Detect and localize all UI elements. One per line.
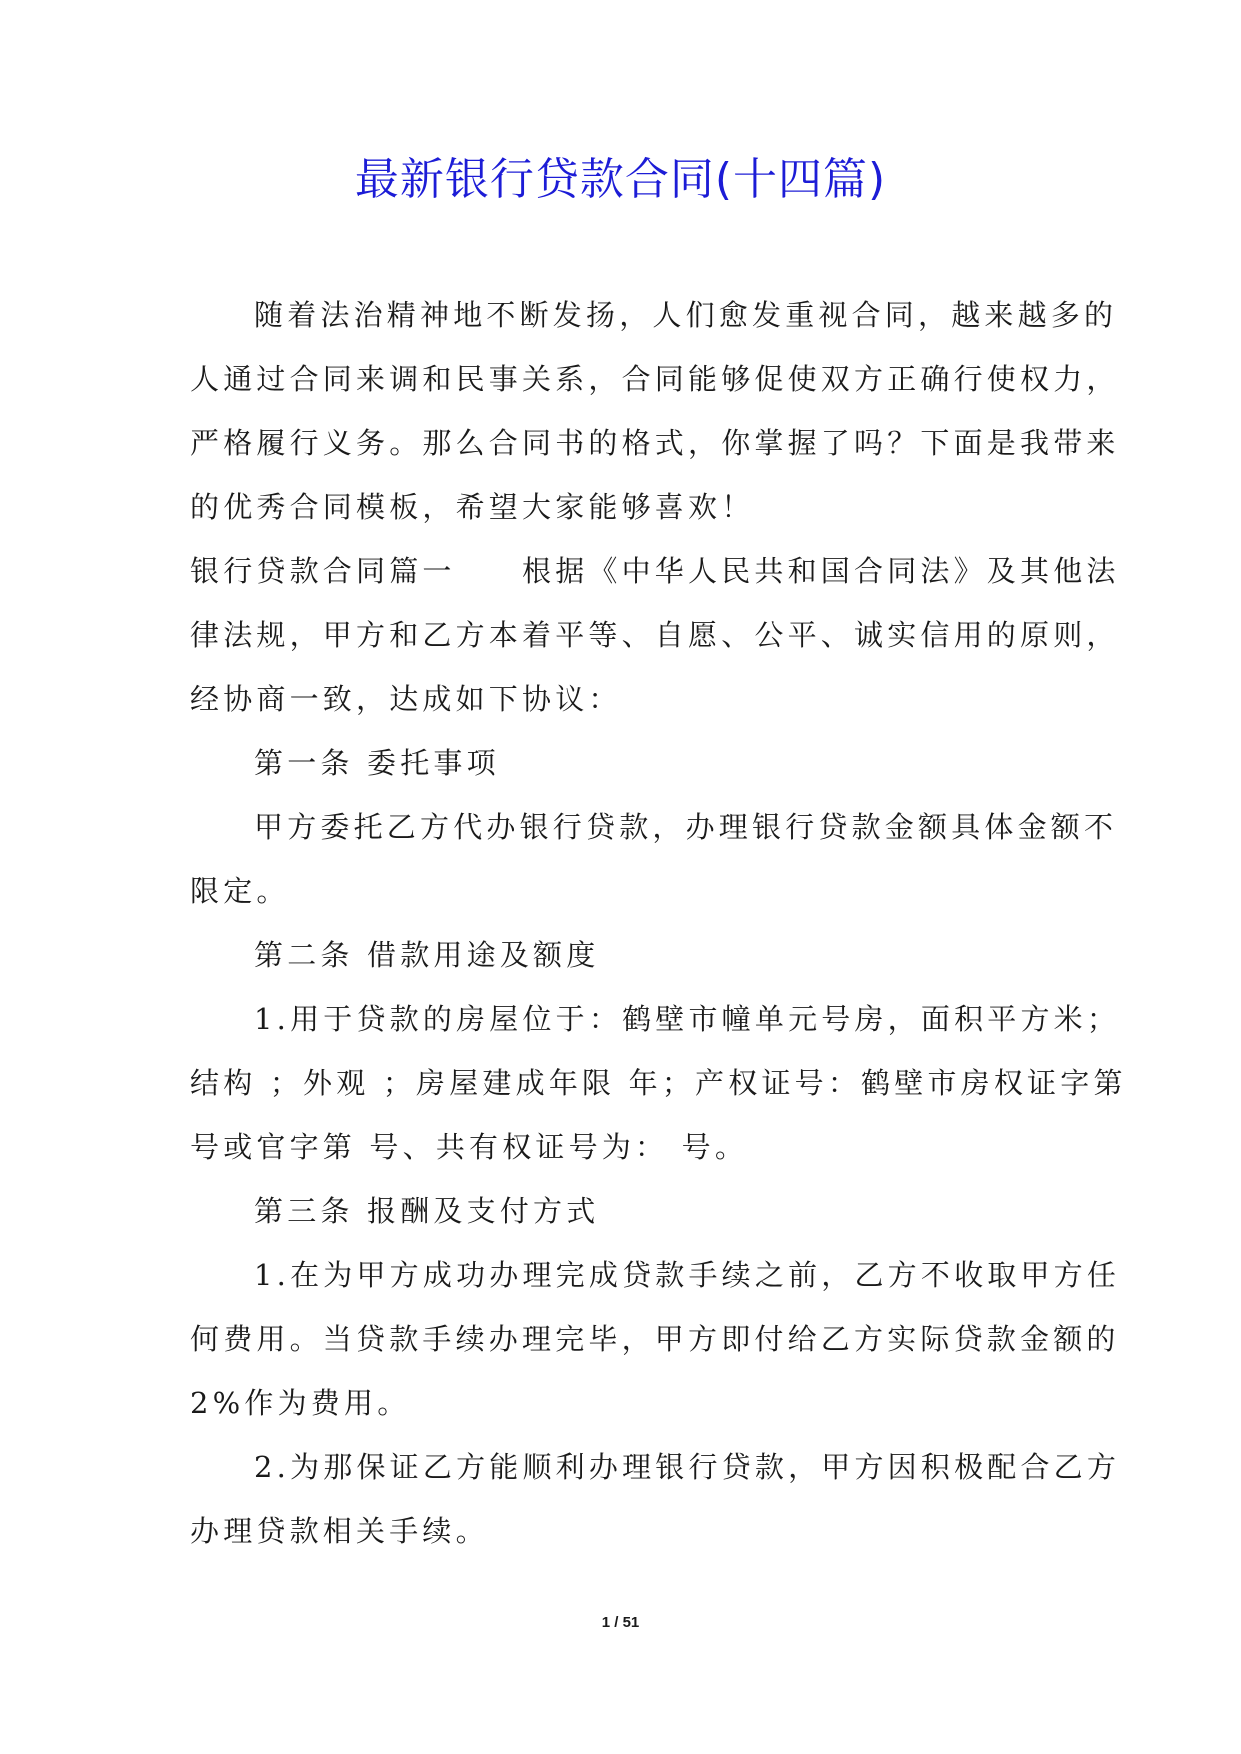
paragraph-line: 何费用。当贷款手续办理完毕，甲方即付给乙方实际贷款金额的 (190, 1322, 1120, 1356)
paragraph-line: 办理贷款相关手续。 (190, 1514, 489, 1548)
page-number: 1 / 51 (601, 1614, 640, 1631)
paragraph-line: 的优秀合同模板，希望大家能够喜欢！ (190, 490, 755, 524)
paragraph-line: 号或官字第 号、共有权证号为： 号。 (190, 1130, 749, 1164)
paragraph-line: 经协商一致，达成如下协议： (190, 682, 622, 716)
paragraph-line: 结构 ；外观 ；房屋建成年限 年；产权证号：鹤壁市房权证字第 (190, 1066, 1127, 1100)
section-heading: 第二条 借款用途及额度 (254, 938, 600, 972)
paragraph-line: 严格履行义务。那么合同书的格式，你掌握了吗？下面是我带来 (190, 426, 1120, 460)
section-heading: 第三条 报酬及支付方式 (254, 1194, 600, 1228)
paragraph-line: 2.为那保证乙方能顺利办理银行贷款，甲方因积极配合乙方 (254, 1450, 1121, 1484)
paragraph-line: 1.用于贷款的房屋位于：鹤壁市幢单元号房，面积平方米； (254, 1002, 1121, 1036)
paragraph-line: 随着法治精神地不断发扬，人们愈发重视合同，越来越多的 (254, 298, 1118, 332)
paragraph-line: 2%作为费用。 (190, 1386, 411, 1420)
paragraph-line: 甲方委托乙方代办银行贷款，办理银行贷款金额具体金额不 (254, 810, 1118, 844)
paragraph-line: 限定。 (190, 874, 290, 908)
paragraph-line: 银行贷款合同篇一 根据《中华人民共和国合同法》及其他法 (190, 554, 1120, 588)
document-title: 最新银行贷款合同(十四篇) (354, 154, 887, 205)
paragraph-line: 人通过合同来调和民事关系，合同能够促使双方正确行使权力， (190, 362, 1120, 396)
section-heading: 第一条 委托事项 (254, 746, 500, 780)
paragraph-line: 1.在为甲方成功办理完成贷款手续之前，乙方不收取甲方任 (254, 1258, 1121, 1292)
paragraph-line: 律法规，甲方和乙方本着平等、自愿、公平、诚实信用的原则， (190, 618, 1120, 652)
